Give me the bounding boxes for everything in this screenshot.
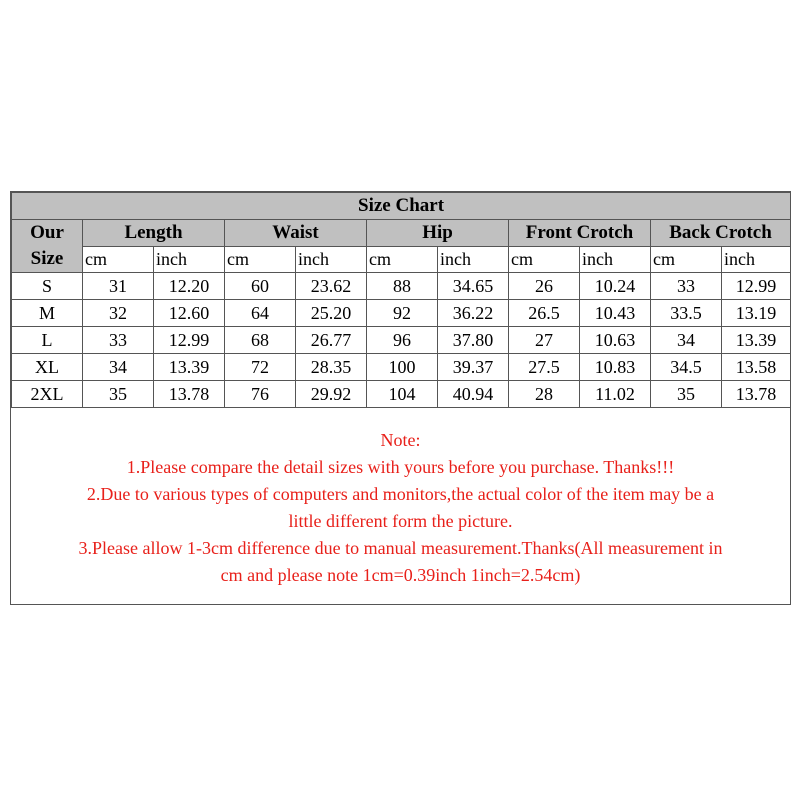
table-cell: 25.20: [296, 300, 367, 327]
table-cell: 11.02: [580, 381, 651, 408]
unit-header: inch: [722, 247, 791, 273]
unit-header: inch: [296, 247, 367, 273]
table-cell: 72: [225, 354, 296, 381]
table-cell: 28: [509, 381, 580, 408]
table-cell: 35: [651, 381, 722, 408]
table-cell: 35: [83, 381, 154, 408]
size-cell: M: [12, 300, 83, 327]
table-cell: 60: [225, 273, 296, 300]
table-cell: 12.20: [154, 273, 225, 300]
group-header-hip: Hip: [367, 220, 509, 247]
our-size-label-line1: Our: [30, 222, 64, 243]
size-table: [11, 192, 791, 408]
group-header-waist: Waist: [225, 220, 367, 247]
table-cell: 13.39: [154, 354, 225, 381]
table-cell: 12.99: [722, 273, 791, 300]
size-cell: L: [12, 327, 83, 354]
table-title: Size Chart: [12, 193, 791, 220]
table-cell: 13.58: [722, 354, 791, 381]
group-header-length: Length: [83, 220, 225, 247]
unit-header: cm: [225, 247, 296, 273]
table-cell: 34: [651, 327, 722, 354]
our-size-label-line2: Size: [30, 248, 64, 269]
table-cell: 10.24: [580, 273, 651, 300]
table-cell: 33: [651, 273, 722, 300]
size-cell: 2XL: [12, 381, 83, 408]
table-cell: 100: [367, 354, 438, 381]
table-cell: 13.19: [722, 300, 791, 327]
table-cell: 96: [367, 327, 438, 354]
table-cell: 10.83: [580, 354, 651, 381]
unit-header: cm: [651, 247, 722, 273]
table-cell: 23.62: [296, 273, 367, 300]
note-line: 3.Please allow 1-3cm difference due to manual measurement.Thanks(All measurement in: [78, 538, 723, 558]
table-row: [12, 300, 791, 327]
table-cell: 104: [367, 381, 438, 408]
note-line: 1.Please compare the detail sizes with yours before you purchase. Thanks!!!: [126, 457, 675, 477]
table-cell: 26.77: [296, 327, 367, 354]
table-cell: 26: [509, 273, 580, 300]
table-cell: 10.63: [580, 327, 651, 354]
table-cell: 64: [225, 300, 296, 327]
unit-header: inch: [580, 247, 651, 273]
table-cell: 26.5: [509, 300, 580, 327]
table-cell: 13.39: [722, 327, 791, 354]
table-cell: 10.43: [580, 300, 651, 327]
unit-header: inch: [438, 247, 509, 273]
table-cell: 32: [83, 300, 154, 327]
note-line: little different form the picture.: [288, 511, 513, 531]
table-cell: 12.99: [154, 327, 225, 354]
table-cell: 34: [83, 354, 154, 381]
note-line: cm and please note 1cm=0.39inch 1inch=2.54cm): [220, 565, 581, 585]
size-chart-panel: [10, 191, 791, 605]
note-line: 2.Due to various types of computers and monitors,the actual color of the item may be a: [86, 484, 715, 504]
unit-header: cm: [509, 247, 580, 273]
table-cell: 76: [225, 381, 296, 408]
note-heading: Note:: [380, 430, 421, 450]
table-cell: 39.37: [438, 354, 509, 381]
table-cell: 27: [509, 327, 580, 354]
table-cell: 37.80: [438, 327, 509, 354]
table-cell: 33.5: [651, 300, 722, 327]
table-cell: 12.60: [154, 300, 225, 327]
table-cell: 13.78: [722, 381, 791, 408]
size-cell: S: [12, 273, 83, 300]
table-cell: 34.5: [651, 354, 722, 381]
table-cell: 31: [83, 273, 154, 300]
table-cell: 27.5: [509, 354, 580, 381]
table-cell: 36.22: [438, 300, 509, 327]
table-row: [12, 354, 791, 381]
table-row: [12, 381, 791, 408]
size-cell: XL: [12, 354, 83, 381]
table-cell: 33: [83, 327, 154, 354]
table-cell: 92: [367, 300, 438, 327]
table-row: [12, 327, 791, 354]
table-cell: 34.65: [438, 273, 509, 300]
unit-header: inch: [154, 247, 225, 273]
table-cell: 88: [367, 273, 438, 300]
unit-header: cm: [83, 247, 154, 273]
group-header-back-crotch: Back Crotch: [651, 220, 791, 247]
table-cell: 28.35: [296, 354, 367, 381]
table-cell: 40.94: [438, 381, 509, 408]
table-cell: 13.78: [154, 381, 225, 408]
table-cell: 29.92: [296, 381, 367, 408]
notes-section: [11, 408, 790, 589]
group-header-front-crotch: Front Crotch: [509, 220, 651, 247]
table-cell: 68: [225, 327, 296, 354]
our-size-header: [12, 220, 83, 273]
table-row: [12, 273, 791, 300]
unit-header: cm: [367, 247, 438, 273]
